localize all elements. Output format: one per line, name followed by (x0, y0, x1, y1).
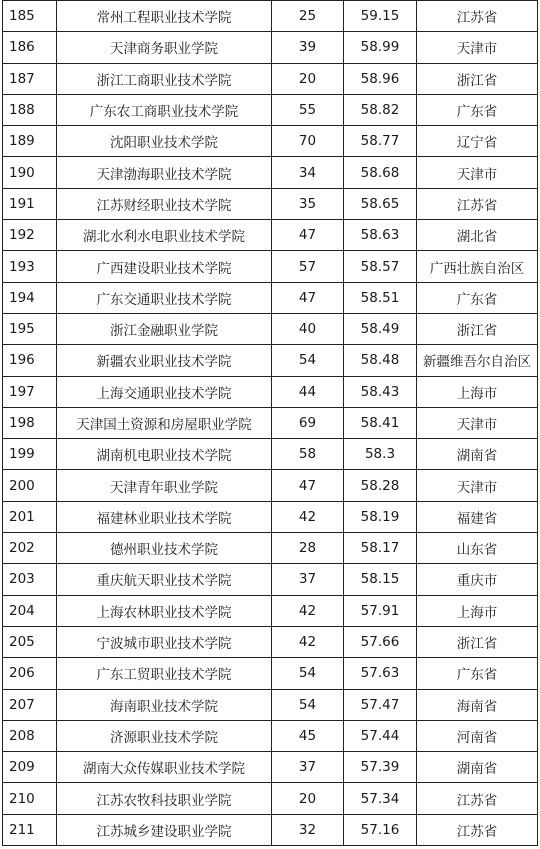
table-row (3, 470, 538, 501)
rank-cell: 204 (3, 595, 57, 626)
table-row (3, 157, 538, 188)
province-cell: 广东省 (417, 282, 538, 313)
school-name-cell: 湖北水利水电职业技术学院 (57, 220, 272, 251)
count-cell: 47 (272, 282, 344, 313)
rank-cell: 202 (3, 533, 57, 564)
score-cell: 58.68 (344, 157, 417, 188)
score-cell: 58.41 (344, 407, 417, 438)
province-cell: 海南省 (417, 689, 538, 720)
province-cell: 河南省 (417, 720, 538, 751)
table-row (3, 595, 538, 626)
province-cell: 浙江省 (417, 63, 538, 94)
school-name-cell: 新疆农业职业技术学院 (57, 345, 272, 376)
school-name-cell: 福建林业职业技术学院 (57, 501, 272, 532)
table-row (3, 126, 538, 157)
province-cell: 天津市 (417, 32, 538, 63)
province-cell: 湖南省 (417, 752, 538, 783)
rank-cell: 189 (3, 126, 57, 157)
ranking-table (2, 0, 538, 846)
count-cell: 47 (272, 220, 344, 251)
province-cell: 天津市 (417, 157, 538, 188)
score-cell: 58.19 (344, 501, 417, 532)
table-row (3, 564, 538, 595)
count-cell: 37 (272, 564, 344, 595)
score-cell: 58.57 (344, 251, 417, 282)
score-cell: 57.44 (344, 720, 417, 751)
rank-cell: 208 (3, 720, 57, 751)
count-cell: 40 (272, 313, 344, 344)
count-cell: 45 (272, 720, 344, 751)
province-cell: 天津市 (417, 407, 538, 438)
table-row (3, 689, 538, 720)
count-cell: 58 (272, 439, 344, 470)
score-cell: 58.51 (344, 282, 417, 313)
score-cell: 58.49 (344, 313, 417, 344)
count-cell: 42 (272, 501, 344, 532)
table-row (3, 752, 538, 783)
province-cell: 山东省 (417, 533, 538, 564)
score-cell: 58.96 (344, 63, 417, 94)
province-cell: 湖南省 (417, 439, 538, 470)
score-cell: 58.77 (344, 126, 417, 157)
province-cell: 重庆市 (417, 564, 538, 595)
count-cell: 55 (272, 94, 344, 125)
school-name-cell: 广西建设职业技术学院 (57, 251, 272, 282)
rank-cell: 199 (3, 439, 57, 470)
table-row (3, 658, 538, 689)
school-name-cell: 天津国土资源和房屋职业学院 (57, 407, 272, 438)
province-cell: 广西壮族自治区 (417, 251, 538, 282)
table-row (3, 32, 538, 63)
school-name-cell: 湖南大众传媒职业技术学院 (57, 752, 272, 783)
score-cell: 58.28 (344, 470, 417, 501)
table-row (3, 439, 538, 470)
school-name-cell: 浙江工商职业技术学院 (57, 63, 272, 94)
province-cell: 辽宁省 (417, 126, 538, 157)
province-cell: 湖北省 (417, 220, 538, 251)
school-name-cell: 沈阳职业技术学院 (57, 126, 272, 157)
rank-cell: 210 (3, 783, 57, 814)
school-name-cell: 广东农工商职业技术学院 (57, 94, 272, 125)
score-cell: 58.82 (344, 94, 417, 125)
table-row (3, 63, 538, 94)
score-cell: 58.63 (344, 220, 417, 251)
score-cell: 59.15 (344, 1, 417, 32)
rank-cell: 190 (3, 157, 57, 188)
school-name-cell: 上海农林职业技术学院 (57, 595, 272, 626)
count-cell: 34 (272, 157, 344, 188)
school-name-cell: 德州职业技术学院 (57, 533, 272, 564)
school-name-cell: 上海交通职业技术学院 (57, 376, 272, 407)
province-cell: 江苏省 (417, 188, 538, 219)
table-row (3, 188, 538, 219)
table-row (3, 251, 538, 282)
rank-cell: 200 (3, 470, 57, 501)
rank-cell: 185 (3, 1, 57, 32)
count-cell: 42 (272, 595, 344, 626)
school-name-cell: 广东工贸职业技术学院 (57, 658, 272, 689)
school-name-cell: 济源职业技术学院 (57, 720, 272, 751)
table-row (3, 626, 538, 657)
rank-cell: 198 (3, 407, 57, 438)
province-cell: 广东省 (417, 658, 538, 689)
table-row (3, 783, 538, 814)
count-cell: 54 (272, 689, 344, 720)
score-cell: 57.66 (344, 626, 417, 657)
rank-cell: 206 (3, 658, 57, 689)
rank-cell: 188 (3, 94, 57, 125)
rank-cell: 193 (3, 251, 57, 282)
ranking-table-container (2, 0, 537, 846)
rank-cell: 194 (3, 282, 57, 313)
rank-cell: 207 (3, 689, 57, 720)
rank-cell: 191 (3, 188, 57, 219)
school-name-cell: 浙江金融职业学院 (57, 313, 272, 344)
table-row (3, 376, 538, 407)
province-cell: 上海市 (417, 595, 538, 626)
school-name-cell: 海南职业技术学院 (57, 689, 272, 720)
province-cell: 天津市 (417, 470, 538, 501)
count-cell: 57 (272, 251, 344, 282)
rank-cell: 195 (3, 313, 57, 344)
rank-cell: 209 (3, 752, 57, 783)
count-cell: 54 (272, 658, 344, 689)
school-name-cell: 湖南机电职业技术学院 (57, 439, 272, 470)
school-name-cell: 广东交通职业技术学院 (57, 282, 272, 313)
table-row (3, 313, 538, 344)
table-row (3, 533, 538, 564)
count-cell: 37 (272, 752, 344, 783)
rank-cell: 211 (3, 814, 57, 845)
table-row (3, 94, 538, 125)
table-row (3, 814, 538, 845)
province-cell: 浙江省 (417, 626, 538, 657)
table-row (3, 720, 538, 751)
score-cell: 57.91 (344, 595, 417, 626)
count-cell: 44 (272, 376, 344, 407)
rank-cell: 192 (3, 220, 57, 251)
school-name-cell: 江苏财经职业技术学院 (57, 188, 272, 219)
rank-cell: 186 (3, 32, 57, 63)
count-cell: 47 (272, 470, 344, 501)
score-cell: 57.39 (344, 752, 417, 783)
province-cell: 江苏省 (417, 1, 538, 32)
score-cell: 57.63 (344, 658, 417, 689)
score-cell: 58.99 (344, 32, 417, 63)
school-name-cell: 江苏农牧科技职业学院 (57, 783, 272, 814)
rank-cell: 201 (3, 501, 57, 532)
score-cell: 57.47 (344, 689, 417, 720)
table-row (3, 1, 538, 32)
count-cell: 20 (272, 63, 344, 94)
province-cell: 江苏省 (417, 814, 538, 845)
rank-cell: 196 (3, 345, 57, 376)
count-cell: 54 (272, 345, 344, 376)
count-cell: 25 (272, 1, 344, 32)
rank-cell: 205 (3, 626, 57, 657)
table-row (3, 282, 538, 313)
score-cell: 58.43 (344, 376, 417, 407)
school-name-cell: 天津商务职业学院 (57, 32, 272, 63)
score-cell: 58.15 (344, 564, 417, 595)
province-cell: 福建省 (417, 501, 538, 532)
score-cell: 58.17 (344, 533, 417, 564)
rank-cell: 187 (3, 63, 57, 94)
school-name-cell: 天津渤海职业技术学院 (57, 157, 272, 188)
count-cell: 70 (272, 126, 344, 157)
count-cell: 20 (272, 783, 344, 814)
rank-cell: 197 (3, 376, 57, 407)
school-name-cell: 重庆航天职业技术学院 (57, 564, 272, 595)
rank-cell: 203 (3, 564, 57, 595)
school-name-cell: 常州工程职业技术学院 (57, 1, 272, 32)
province-cell: 上海市 (417, 376, 538, 407)
table-row (3, 345, 538, 376)
school-name-cell: 宁波城市职业技术学院 (57, 626, 272, 657)
score-cell: 58.3 (344, 439, 417, 470)
table-row (3, 220, 538, 251)
count-cell: 39 (272, 32, 344, 63)
count-cell: 35 (272, 188, 344, 219)
table-row (3, 407, 538, 438)
count-cell: 69 (272, 407, 344, 438)
province-cell: 新疆维吾尔自治区 (417, 345, 538, 376)
count-cell: 42 (272, 626, 344, 657)
count-cell: 28 (272, 533, 344, 564)
score-cell: 57.34 (344, 783, 417, 814)
table-row (3, 501, 538, 532)
score-cell: 58.65 (344, 188, 417, 219)
school-name-cell: 天津青年职业学院 (57, 470, 272, 501)
province-cell: 浙江省 (417, 313, 538, 344)
score-cell: 57.16 (344, 814, 417, 845)
table-body (3, 1, 538, 846)
school-name-cell: 江苏城乡建设职业学院 (57, 814, 272, 845)
province-cell: 江苏省 (417, 783, 538, 814)
province-cell: 广东省 (417, 94, 538, 125)
count-cell: 32 (272, 814, 344, 845)
score-cell: 58.48 (344, 345, 417, 376)
